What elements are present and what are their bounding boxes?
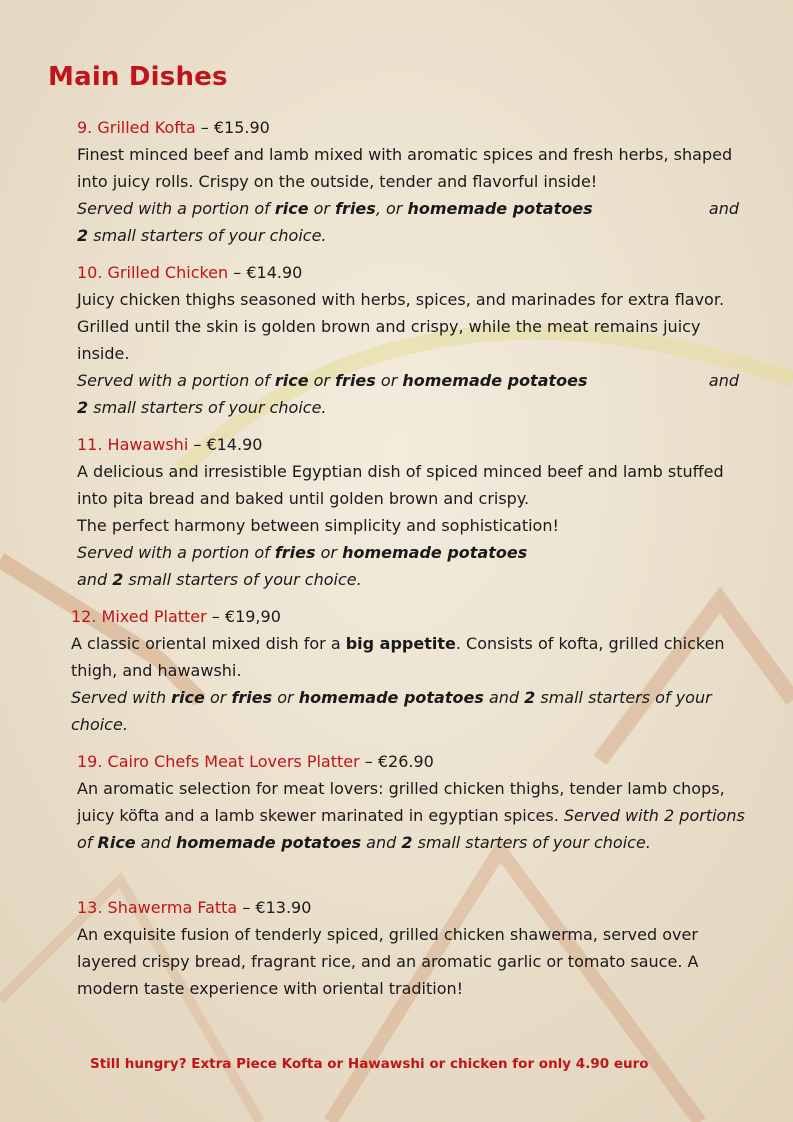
menu-item-mixed-platter	[71, 603, 747, 738]
dish-price: – €14.90	[188, 435, 263, 454]
dish-price: – €15.90	[195, 118, 270, 137]
menu-item-grilled-kofta	[77, 114, 747, 249]
dish-serving: Served with a portion of rice or fries, or homemade potatoes and 2 small starters of your choice.	[77, 199, 739, 245]
dish-name: 13. Shawerma Fatta	[77, 898, 238, 917]
dish-description: An aromatic selection for meat lovers: grilled chicken thighs, tender lamb chops, juicy köfta and a lamb skewer marinated in egyptian spices. Served with 2 portions of Rice and homemade potatoes and 2 small starters of your choice.	[77, 779, 745, 852]
dish-title	[71, 603, 747, 630]
page-title: Main Dishes	[48, 62, 228, 92]
dish-name: 10. Grilled Chicken	[77, 263, 229, 282]
dish-name: 11. Hawawshi	[77, 435, 189, 454]
dish-serving: Served with a portion of rice or fries or homemade potatoes and 2 small starters of your choice.	[77, 371, 739, 417]
dish-name: 19. Cairo Chefs Meat Lovers Platter	[77, 752, 360, 771]
menu-item-grilled-chicken	[77, 259, 747, 421]
dish-description: Finest minced beef and lamb mixed with aromatic spices and fresh herbs, shaped into juicy rolls. Crispy on the outside, tender and flavorful inside!	[77, 145, 733, 191]
dish-tagline: The perfect harmony between simplicity and sophistication!	[77, 516, 559, 535]
dish-name: 9. Grilled Kofta	[77, 118, 196, 137]
dish-price: – €19,90	[206, 607, 281, 626]
footer-note: Still hungry? Extra Piece Kofta or Hawawshi or chicken for only 4.90 euro	[90, 1056, 649, 1072]
dish-serving: Served with a portion of fries or homemade potatoes and 2 small starters of your choice.	[77, 543, 528, 589]
menu-item-hawawshi	[77, 431, 747, 593]
dish-title	[77, 259, 747, 286]
dish-price: – €13.90	[237, 898, 312, 917]
dish-serving: Served with rice or fries or homemade potatoes and 2 small starters of your choice.	[71, 688, 712, 734]
dish-description: An exquisite fusion of tenderly spiced, grilled chicken shawerma, served over layered crispy bread, fragrant rice, and an aromatic garlic or tomato sauce. A modern taste experience with oriental tradition!	[77, 925, 699, 998]
dish-name: 12. Mixed Platter	[71, 607, 207, 626]
dish-price: – €14.90	[228, 263, 303, 282]
dish-title	[77, 748, 747, 775]
dish-price: – €26.90	[359, 752, 434, 771]
menu-item-shawerma-fatta	[77, 894, 747, 1002]
dish-title	[77, 114, 747, 141]
dish-title	[77, 431, 747, 458]
dish-description: A classic oriental mixed dish for a big appetite. Consists of kofta, grilled chicken thigh, and hawawshi.	[71, 634, 725, 680]
dish-title	[77, 894, 747, 921]
menu-item-meat-lovers-platter	[77, 748, 747, 856]
dish-description: Juicy chicken thighs seasoned with herbs, spices, and marinades for extra flavor. Grilled until the skin is golden brown and crispy, while the meat remains juicy inside.	[77, 290, 725, 363]
dish-description: A delicious and irresistible Egyptian dish of spiced minced beef and lamb stuffed into pita bread and baked until golden brown and crispy.	[77, 462, 724, 508]
